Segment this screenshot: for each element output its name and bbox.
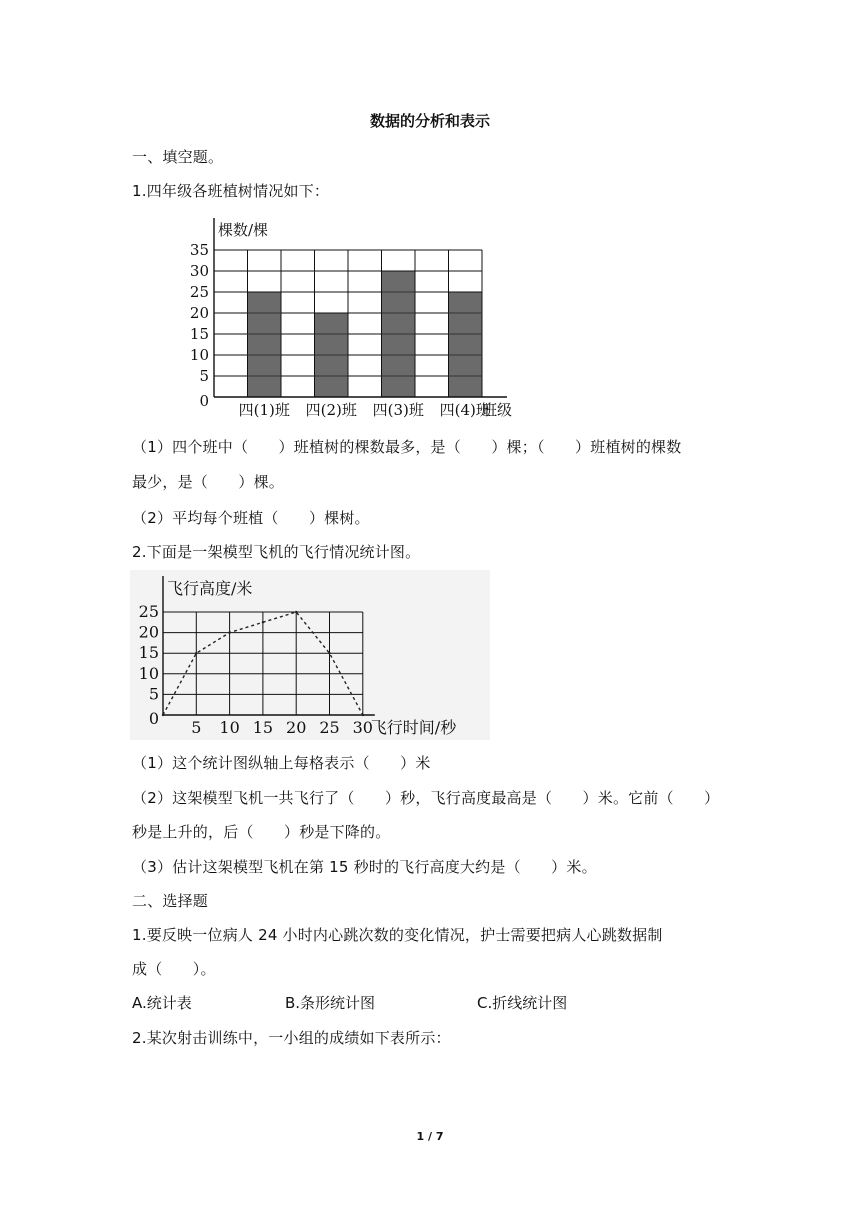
x-tick-label: 30 [352,718,373,737]
y-tick-label: 20 [189,304,209,322]
section-heading-choice: 二、选择题 [132,892,209,910]
bar-4 [449,292,483,397]
page-title: 数据的分析和表示 [369,112,490,130]
y-tick-label: 10 [189,346,209,364]
bar-chart [180,210,560,425]
page-number: 1 / 7 [416,1130,444,1143]
x-tick-label: 四(3)班 [372,401,424,419]
y-axis-label: 棵数/棵 [218,221,269,239]
y-tick-label: 30 [189,262,209,280]
q2-part3: （3）估计这架模型飞机在第 15 秒时的飞行高度大约是（ ）米。 [132,858,597,876]
q2-part2-line1: （2）这架模型飞机一共飞行了（ ）秒，飞行高度最高是（ ）米。它前（ ） [132,789,720,807]
x-axis-label: 班级 [481,401,513,419]
x-tick-label: 5 [191,718,202,737]
data-point [362,714,364,716]
y-tick-label: 20 [138,622,159,642]
x-tick-label: 25 [319,718,340,737]
data-point [195,652,197,654]
choice-2-text: 2.某次射击训练中，一小组的成绩如下表所示： [132,1029,451,1047]
y-tick-label: 0 [148,709,159,728]
x-tick-label: 10 [219,718,240,737]
x-tick-label: 20 [286,718,307,737]
y-tick-label: 15 [138,643,159,663]
y-axis-label: 飞行高度/米 [167,579,253,598]
q1-part1-line1: （1）四个班中（ ）班植树的棵数最多，是（ ）棵；（ ）班植树的棵数 [132,438,682,456]
y-tick-label: 5 [199,367,209,385]
q1-part2: （2）平均每个班植（ ）棵树。 [132,509,370,527]
choice-1-line2: 成（ ）。 [132,960,216,978]
y-tick-label: 0 [199,392,209,410]
question-1-text: 1.四年级各班植树情况如下： [132,182,330,200]
bar-1 [248,292,282,397]
option-b: B.条形统计图 [285,994,376,1012]
data-point [328,652,330,654]
q2-part2-line2: 秒是上升的，后（ ）秒是下降的。 [132,823,391,841]
data-point [262,621,264,623]
option-c: C.折线统计图 [477,994,568,1012]
y-tick-label: 35 [189,241,209,259]
q1-part1-line2: 最少，是（ ）棵。 [132,473,285,491]
option-a: A.统计表 [132,994,192,1012]
y-tick-label: 5 [148,684,159,704]
line-chart [130,570,490,740]
y-tick-label: 25 [138,602,159,621]
y-tick-label: 10 [138,663,159,683]
x-tick-label: 四(4)班 [439,401,491,419]
x-tick-label: 四(2)班 [305,401,357,419]
x-tick-label: 四(1)班 [238,401,290,419]
data-point [162,714,164,716]
y-tick-label: 25 [189,283,209,301]
choice-1-line1: 1.要反映一位病人 24 小时内心跳次数的变化情况，护士需要把病人心跳数据制 [132,926,663,944]
data-point [295,611,297,613]
question-2-text: 2.下面是一架模型飞机的飞行情况统计图。 [132,543,421,561]
y-tick-label: 15 [189,325,209,343]
q2-part1: （1）这个统计图纵轴上每格表示（ ）米 [132,754,431,772]
x-tick-label: 15 [252,718,274,737]
x-axis-label: 飞行时间/秒 [370,718,457,737]
data-point [228,631,230,633]
section-heading-fill-in: 一、填空题。 [132,148,224,166]
